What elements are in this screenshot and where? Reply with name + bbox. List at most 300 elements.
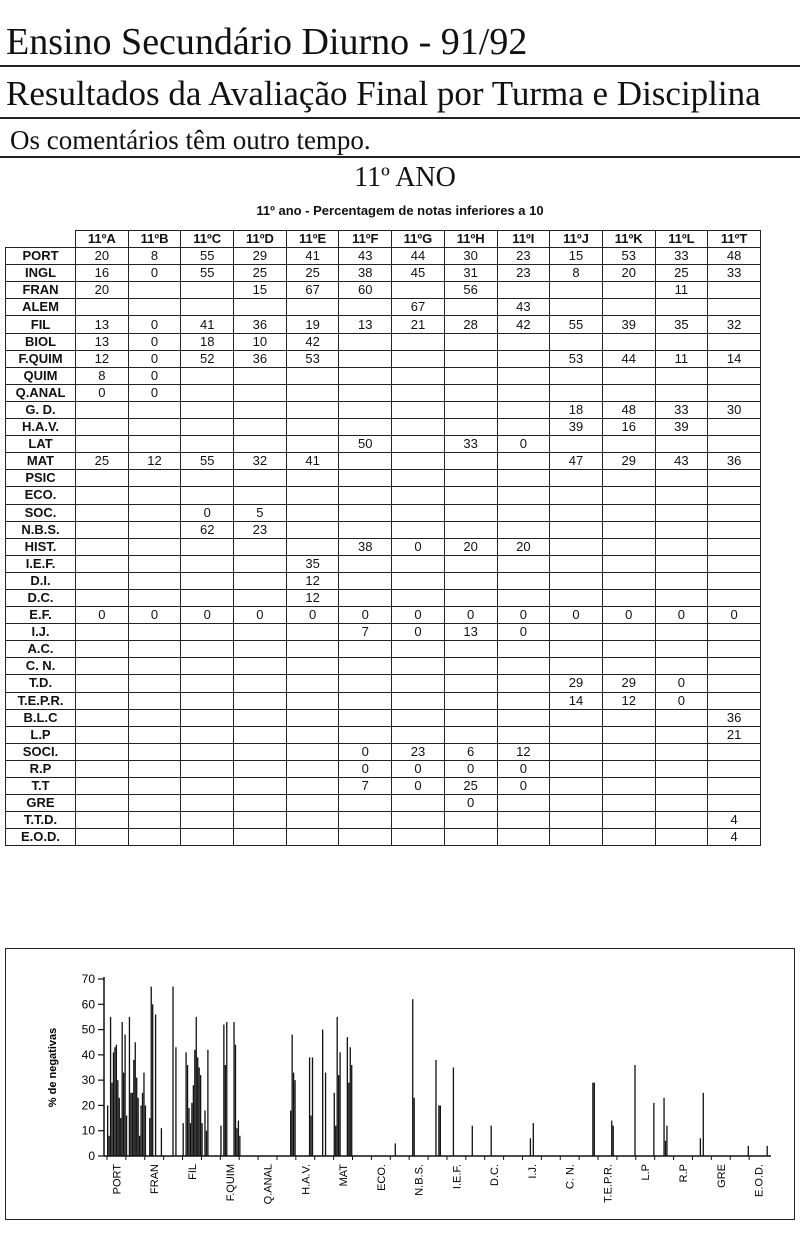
chart-bar <box>438 1105 439 1156</box>
table-cell: 52 <box>181 350 234 367</box>
y-tick-label: 40 <box>81 1047 95 1062</box>
chart-bar <box>196 1017 197 1156</box>
table-cell <box>234 658 287 675</box>
table-cell <box>497 726 550 743</box>
chart-bar <box>129 1017 130 1156</box>
table-cell: 15 <box>550 248 603 265</box>
table-cell: 18 <box>181 333 234 350</box>
table-cell <box>550 384 603 401</box>
table-cell <box>602 572 655 589</box>
table-cell <box>602 487 655 504</box>
table-cell <box>181 555 234 572</box>
table-cell <box>602 299 655 316</box>
table-cell <box>286 504 339 521</box>
table-cell: 0 <box>181 607 234 624</box>
table-cell: 0 <box>392 778 445 795</box>
table-cell <box>181 675 234 692</box>
chart-bar <box>338 1075 339 1156</box>
chart-bar <box>183 1123 184 1156</box>
y-tick-label: 10 <box>81 1123 95 1138</box>
table-row <box>6 401 761 418</box>
table-cell <box>128 812 181 829</box>
chart-bar <box>200 1075 201 1156</box>
chart-bar <box>613 1126 614 1156</box>
table-row <box>6 555 761 572</box>
table-cell <box>286 675 339 692</box>
table-cell <box>550 829 603 846</box>
column-header: 11ºH <box>444 231 497 248</box>
table-cell: 48 <box>602 401 655 418</box>
table-cell: 41 <box>286 453 339 470</box>
table-cell <box>444 350 497 367</box>
table-cell <box>392 350 445 367</box>
chart-bar <box>124 1035 125 1156</box>
table-cell <box>444 675 497 692</box>
comment-rule <box>0 156 800 158</box>
table-row <box>6 453 761 470</box>
y-tick-label: 30 <box>81 1073 95 1088</box>
table-cell: 0 <box>655 607 708 624</box>
table-row <box>6 760 761 777</box>
table-cell: 53 <box>550 350 603 367</box>
row-label: A.C. <box>6 641 76 658</box>
chart-bar <box>207 1050 208 1156</box>
table-cell <box>234 675 287 692</box>
table-cell <box>550 521 603 538</box>
chart-bar <box>172 987 173 1156</box>
table-cell: 29 <box>234 248 287 265</box>
chart-bar <box>133 1060 134 1156</box>
table-cell <box>708 675 761 692</box>
table-cell <box>128 589 181 606</box>
table-row <box>6 607 761 624</box>
table-cell <box>392 384 445 401</box>
table-cell <box>708 795 761 812</box>
row-label: H.A.V. <box>6 419 76 436</box>
row-label: Q.ANAL <box>6 384 76 401</box>
table-cell <box>234 743 287 760</box>
y-tick-label: 0 <box>88 1149 95 1163</box>
column-header: 11ºA <box>76 231 129 248</box>
chart-bar <box>120 1118 121 1156</box>
table-cell: 0 <box>602 607 655 624</box>
table-cell <box>76 624 129 641</box>
y-axis-label: % de negativas <box>47 1027 59 1108</box>
row-label: SOCI. <box>6 743 76 760</box>
table-cell: 7 <box>339 778 392 795</box>
column-header: 11ºB <box>128 231 181 248</box>
table-cell <box>339 692 392 709</box>
table-cell <box>181 589 234 606</box>
results-table <box>5 230 761 846</box>
table-cell: 33 <box>444 436 497 453</box>
table-cell: 18 <box>550 401 603 418</box>
chart-bar <box>194 1050 195 1156</box>
table-cell: 42 <box>497 316 550 333</box>
x-tick-label: D.C. <box>489 1164 502 1186</box>
table-cell <box>550 367 603 384</box>
table-cell <box>550 555 603 572</box>
table-cell <box>234 778 287 795</box>
table-row <box>6 419 761 436</box>
table-cell: 55 <box>181 265 234 282</box>
table-cell: 0 <box>497 760 550 777</box>
table-cell <box>128 504 181 521</box>
table-cell: 0 <box>392 607 445 624</box>
table-cell <box>550 282 603 299</box>
table-cell <box>602 726 655 743</box>
table-row <box>6 589 761 606</box>
table-cell <box>286 812 339 829</box>
row-label: C. N. <box>6 658 76 675</box>
table-cell <box>76 470 129 487</box>
table-cell <box>602 436 655 453</box>
table-cell: 38 <box>339 265 392 282</box>
table-cell: 0 <box>708 607 761 624</box>
table-cell: 0 <box>339 743 392 760</box>
chart-bar <box>123 1073 124 1156</box>
table-row <box>6 726 761 743</box>
chart-bar <box>325 1073 326 1156</box>
table-cell <box>602 760 655 777</box>
table-cell <box>339 333 392 350</box>
table-cell <box>76 641 129 658</box>
table-cell <box>550 743 603 760</box>
table-cell: 0 <box>497 607 550 624</box>
table-cell <box>128 538 181 555</box>
table-cell <box>550 589 603 606</box>
chart-bar <box>223 1025 224 1156</box>
table-cell <box>286 760 339 777</box>
table-cell <box>444 419 497 436</box>
table-cell <box>550 436 603 453</box>
chart-bar <box>152 1004 153 1156</box>
chart-bar <box>197 1057 198 1156</box>
table-cell <box>708 504 761 521</box>
table-cell: 4 <box>708 812 761 829</box>
table-cell <box>392 641 445 658</box>
table-cell <box>234 624 287 641</box>
row-label: INGL <box>6 265 76 282</box>
table-cell <box>286 538 339 555</box>
chart-bar <box>206 1131 207 1156</box>
table-cell: 12 <box>286 589 339 606</box>
table-cell <box>708 333 761 350</box>
table-cell <box>234 812 287 829</box>
table-cell <box>392 555 445 572</box>
table-cell: 0 <box>286 607 339 624</box>
table-cell <box>392 692 445 709</box>
chart-bar <box>151 987 152 1156</box>
table-cell <box>444 658 497 675</box>
table-cell <box>392 401 445 418</box>
table-cell <box>128 419 181 436</box>
table-cell <box>181 419 234 436</box>
table-cell <box>234 795 287 812</box>
table-row <box>6 572 761 589</box>
table-cell: 23 <box>234 521 287 538</box>
column-header: 11ºC <box>181 231 234 248</box>
table-row <box>6 350 761 367</box>
table-cell <box>655 829 708 846</box>
table-cell <box>550 658 603 675</box>
table-cell <box>76 760 129 777</box>
table-cell <box>497 350 550 367</box>
table-cell <box>128 641 181 658</box>
chart-bar <box>395 1143 396 1156</box>
table-row <box>6 829 761 846</box>
table-cell <box>128 743 181 760</box>
chart-bar <box>190 1123 191 1156</box>
table-cell <box>708 760 761 777</box>
table-cell <box>181 760 234 777</box>
chart-bar <box>337 1017 338 1156</box>
table-body <box>6 248 761 846</box>
table-cell <box>339 470 392 487</box>
table-cell <box>339 795 392 812</box>
table-cell: 0 <box>128 350 181 367</box>
table-cell <box>392 589 445 606</box>
chart-bar <box>126 1116 127 1156</box>
table-cell: 0 <box>128 265 181 282</box>
table-cell <box>444 641 497 658</box>
table-cell <box>181 572 234 589</box>
table-cell <box>181 709 234 726</box>
table-cell: 29 <box>602 675 655 692</box>
table-cell: 39 <box>602 316 655 333</box>
table-cell <box>339 521 392 538</box>
table-cell: 45 <box>392 265 445 282</box>
table-cell <box>76 709 129 726</box>
table-cell: 0 <box>550 607 603 624</box>
table-cell <box>76 401 129 418</box>
table-cell: 36 <box>234 350 287 367</box>
table-cell <box>497 282 550 299</box>
table-cell <box>181 692 234 709</box>
table-cell: 19 <box>286 316 339 333</box>
table-cell: 38 <box>339 538 392 555</box>
table-cell: 36 <box>234 316 287 333</box>
title-rule <box>0 65 800 67</box>
chart-bar <box>653 1103 654 1156</box>
table-cell: 0 <box>392 538 445 555</box>
table-cell <box>286 401 339 418</box>
column-header: 11ºE <box>286 231 339 248</box>
table-cell <box>76 812 129 829</box>
chart-bar <box>335 1126 336 1156</box>
x-tick-label: F.QUIM <box>224 1164 237 1202</box>
row-label: T.D. <box>6 675 76 692</box>
table-cell <box>286 692 339 709</box>
table-cell: 23 <box>497 265 550 282</box>
table-cell <box>339 555 392 572</box>
row-label: E.O.D. <box>6 829 76 846</box>
table-cell <box>181 538 234 555</box>
table-cell: 20 <box>444 538 497 555</box>
table-cell <box>444 521 497 538</box>
chart-bar <box>351 1065 352 1156</box>
table-cell <box>128 572 181 589</box>
table-cell <box>286 299 339 316</box>
table-cell <box>128 487 181 504</box>
table-cell <box>497 504 550 521</box>
table-cell <box>339 658 392 675</box>
row-label: MAT <box>6 453 76 470</box>
y-tick-label: 60 <box>81 997 95 1012</box>
table-cell <box>286 436 339 453</box>
table-cell <box>392 521 445 538</box>
table-cell <box>708 538 761 555</box>
table-cell <box>655 709 708 726</box>
table-row <box>6 299 761 316</box>
table-cell: 0 <box>76 384 129 401</box>
table-cell <box>602 367 655 384</box>
table-cell <box>181 829 234 846</box>
chart-bar <box>322 1030 323 1156</box>
table-cell: 53 <box>602 248 655 265</box>
table-cell <box>550 487 603 504</box>
chart-bar <box>312 1057 313 1156</box>
table-row <box>6 743 761 760</box>
table-cell <box>602 658 655 675</box>
table-cell: 7 <box>339 624 392 641</box>
chart-panel <box>5 948 795 1220</box>
x-tick-label: H.A.V. <box>300 1164 313 1195</box>
table-cell <box>234 436 287 453</box>
x-tick-label: FIL <box>186 1164 199 1180</box>
table-cell <box>655 572 708 589</box>
table-cell <box>655 470 708 487</box>
table-cell <box>550 572 603 589</box>
table-cell <box>128 282 181 299</box>
chart-bar <box>663 1098 664 1156</box>
table-cell <box>392 658 445 675</box>
table-cell: 25 <box>234 265 287 282</box>
table-cell <box>286 384 339 401</box>
table-cell <box>655 436 708 453</box>
table-cell <box>286 470 339 487</box>
table-cell <box>497 419 550 436</box>
table-cell: 43 <box>339 248 392 265</box>
chart-bar <box>435 1060 436 1156</box>
table-cell: 0 <box>655 692 708 709</box>
table-cell <box>339 453 392 470</box>
table-cell: 28 <box>444 316 497 333</box>
table-cell: 62 <box>181 521 234 538</box>
table-cell <box>602 829 655 846</box>
row-label: ECO. <box>6 487 76 504</box>
chart-bar <box>114 1047 115 1156</box>
table-cell <box>339 641 392 658</box>
table-cell <box>76 658 129 675</box>
table-cell <box>444 829 497 846</box>
row-label: FRAN <box>6 282 76 299</box>
table-cell: 11 <box>655 350 708 367</box>
table-cell <box>234 470 287 487</box>
table-cell <box>708 521 761 538</box>
table-cell <box>339 419 392 436</box>
table-cell: 67 <box>392 299 445 316</box>
table-cell <box>708 589 761 606</box>
chart-bar <box>193 1085 194 1156</box>
x-tick-label: E.O.D. <box>753 1164 766 1198</box>
table-cell: 25 <box>286 265 339 282</box>
table-cell <box>497 795 550 812</box>
table-cell <box>708 384 761 401</box>
row-label: E.F. <box>6 607 76 624</box>
table-cell <box>497 384 550 401</box>
table-cell <box>181 795 234 812</box>
table-cell <box>234 589 287 606</box>
chart-bar <box>235 1045 236 1156</box>
table-cell <box>234 572 287 589</box>
table-cell <box>444 384 497 401</box>
table-row <box>6 316 761 333</box>
table-cell <box>708 743 761 760</box>
table-cell <box>181 487 234 504</box>
table-cell <box>128 470 181 487</box>
table-cell <box>181 436 234 453</box>
table-cell: 44 <box>392 248 445 265</box>
negatives-bar-chart <box>6 949 796 1221</box>
table-cell <box>497 658 550 675</box>
table-cell <box>286 778 339 795</box>
chart-bar <box>665 1141 666 1156</box>
table-cell: 32 <box>708 316 761 333</box>
table-row <box>6 367 761 384</box>
table-cell <box>339 572 392 589</box>
table-cell <box>655 333 708 350</box>
row-label: L.P <box>6 726 76 743</box>
table-cell <box>497 829 550 846</box>
row-label: T.E.P.R. <box>6 692 76 709</box>
table-cell: 29 <box>602 453 655 470</box>
table-cell: 0 <box>339 760 392 777</box>
row-label: D.C. <box>6 589 76 606</box>
table-row <box>6 384 761 401</box>
row-label: I.J. <box>6 624 76 641</box>
table-cell <box>444 692 497 709</box>
table-cell <box>286 658 339 675</box>
table-cell <box>234 692 287 709</box>
table-cell <box>444 470 497 487</box>
table-cell: 13 <box>339 316 392 333</box>
chart-bar <box>199 1068 200 1157</box>
chart-bar <box>530 1138 531 1156</box>
table-cell: 13 <box>444 624 497 641</box>
table-cell <box>655 795 708 812</box>
table-cell <box>76 572 129 589</box>
table-cell: 20 <box>602 265 655 282</box>
table-cell <box>181 726 234 743</box>
table-cell <box>550 778 603 795</box>
table-cell <box>392 470 445 487</box>
table-cell: 33 <box>655 401 708 418</box>
table-cell <box>128 299 181 316</box>
column-header: 11ºF <box>339 231 392 248</box>
table-cell: 35 <box>286 555 339 572</box>
table-cell: 8 <box>76 367 129 384</box>
table-cell: 47 <box>550 453 603 470</box>
table-cell: 67 <box>286 282 339 299</box>
table-cell <box>708 778 761 795</box>
chart-bar <box>122 1022 123 1156</box>
chart-bar <box>201 1123 202 1156</box>
table-cell <box>128 521 181 538</box>
table-cell <box>286 726 339 743</box>
table-row <box>6 470 761 487</box>
row-label: F.QUIM <box>6 350 76 367</box>
